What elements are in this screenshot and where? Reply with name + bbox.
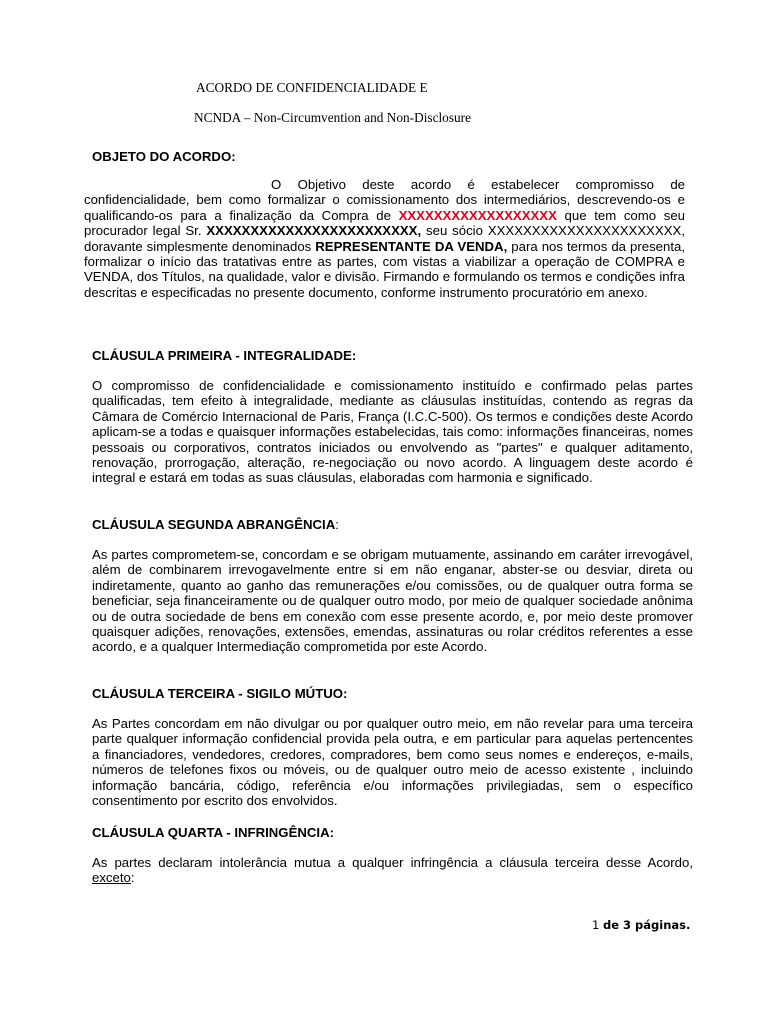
placeholder-procurador: XXXXXXXXXXXXXXXXXXXXXXXX, [206,223,422,239]
representante-label: REPRESENTANTE DA VENDA, [315,238,508,254]
objeto-text-b: que tem como seu procurador legal Sr. [84,207,685,239]
page-number: 1 [592,918,600,932]
clausula4-heading: CLÁUSULA QUARTA - INFRINGÊNCIA: [92,825,334,840]
clausula1-heading: CLÁUSULA PRIMEIRA - INTEGRALIDADE: [92,348,357,363]
clausula1-paragraph: O compromisso de confidencialidade e comissionamento instituído e confirmado pelas partes qualificadas, tem efeito à integralidade, mediante as cláusulas instituídas, contendo as regras da Câmara de Comércio Internacional de Paris, França (I.C.C-500). Os termos e condições deste Acordo aplicam-se a todas e quaisquer informações estabelecidas, tais como: informações financeiras, nomes pessoais ou corporativos, contratos iniciados ou envolvendo as "partes" e qualquer aditamento, renovação, prorrogação, alteração, re-negociação ou novo acordo. A linguagem deste acordo é integral e estará em todas as suas cláusulas, elaboradas com harmonia e significado. [92,378,693,486]
objeto-text-d: para nos termos da presenta, formalizar o início das tratativas entre as partes, com vistas a viabilizar a operação de COMPRA e VENDA, dos Títulos, na qualidade, valor e divisão. Firmando e formulando os termos e condições infra descritas e especificadas no presente documento, conforme instrumento procuratório em anexo. [84,238,685,300]
clausula4-paragraph [92,855,693,886]
clausula2-heading-colon: : [335,517,339,532]
document-title: ACORDO DE CONFIDENCIALIDADE E [196,80,428,95]
clausula2-heading-text: CLÁUSULA SEGUNDA ABRANGÊNCIA [92,517,336,532]
objeto-text-a: O Objetivo deste acordo é estabelecer compromisso de confidencialidade, bem como formalizar o comissionamento dos intermediários, descrevendo-os e qualificando-os para a finalização da Compra de [84,177,685,223]
objeto-paragraph [84,177,685,300]
clausula3-paragraph: As Partes concordam em não divulgar ou por qualquer outro meio, em não revelar para uma terceira parte qualquer informação confidencial provida pela outra, e em particular para aquelas pertencentes a financiadores, vendedores, credores, compradores, bem como seus nomes e endereços, e-mails, números de telefones fixos ou móveis, ou de qualquer outro meio de acesso existente , incluindo informação bancária, código, referência e/ou informações privilegiadas, sem o específico consentimento por escrito dos envolvidos. [92,716,693,809]
objeto-heading: OBJETO DO ACORDO: [92,149,236,164]
exceto-link: exceto [92,870,131,886]
page-footer [592,918,690,932]
clausula2-paragraph: As partes comprometem-se, concordam e se obrigam mutuamente, assinando em caráter irrevogável, além de combinarem irrevogavelmente entre si em não enganar, abster-se ou desviar, direta ou indiretamente, quanto ao ganho das remunerações e/ou comissões, ou de qualquer outra forma se beneficiar, seja financeiramente ou de qualquer outro modo, por meio de qualquer sociedade anônima ou de outra sociedade de bens em conexão com esse presente acordo, e, por meio deste promover quaisquer adições, renovações, extensões, emendas, assinaturas ou rolar créditos referentes a esse acordo, e a qualquer Intermediação comprometida por este Acordo. [92,547,693,655]
document-subtitle: NCNDA – Non-Circumvention and Non-Disclosure [194,110,471,125]
page-count: de 3 páginas. [602,918,691,932]
clausula4-text: As partes declaram intolerância mutua a qualquer infringência a cláusula terceira desse Acordo, [92,855,693,870]
clausula3-heading: CLÁUSULA TERCEIRA - SIGILO MÚTUO: [92,686,348,701]
placeholder-product: XXXXXXXXXXXXXXXXXX [398,207,557,223]
exceto-colon: : [130,870,135,886]
objeto-text-c: seu sócio XXXXXXXXXXXXXXXXXXXXXX, doravante simplesmente denominados [84,223,685,254]
clausula2-heading [92,517,339,533]
